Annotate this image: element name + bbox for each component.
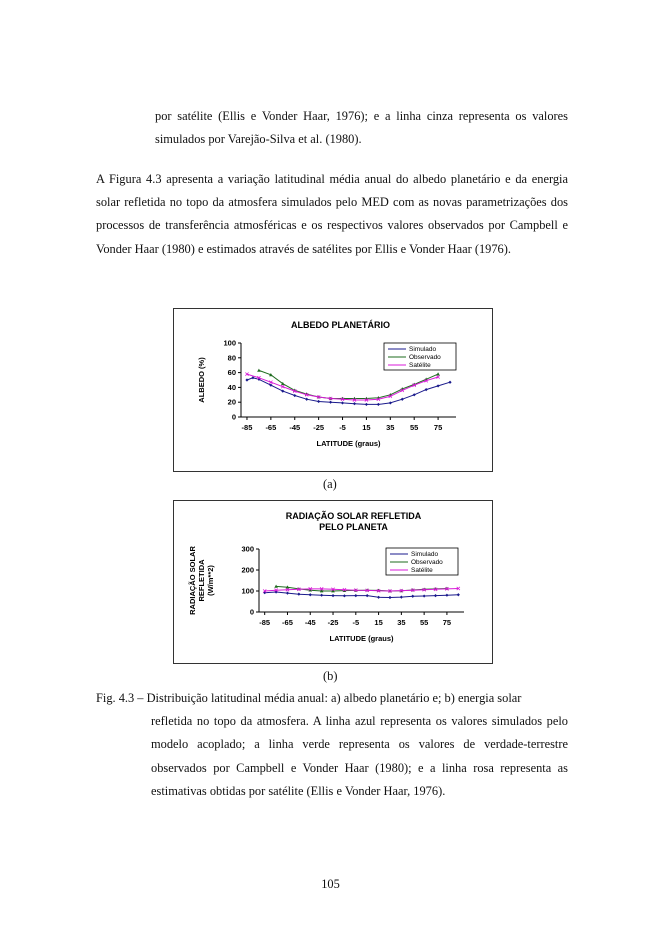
y-tick-label: 100 [223,338,236,348]
data-point [354,594,357,597]
x-tick-label: 35 [397,618,406,627]
x-axis-label: LATITUDE (graus) [316,439,381,448]
y-tick-label: 40 [227,382,236,392]
x-tick-label: -85 [241,423,253,432]
subfigure-label-a: (a) [323,477,337,491]
y-axis-label: REFLETIDA [197,559,206,602]
albedo-chart [173,308,493,472]
legend-label: Observado [409,354,441,362]
data-point [434,594,437,597]
chart-title: ALBEDO PLANETÁRIO [291,320,390,330]
series-line-observado [259,370,438,398]
reflected-radiation-chart-svg [174,501,492,663]
data-point [411,595,414,598]
data-point [365,403,368,406]
page-number: 105 [321,877,340,891]
y-axis-label: RADIAÇÃO SOLAR [188,546,197,615]
data-point [377,403,380,406]
x-tick-label: 15 [362,423,371,432]
data-point [400,595,403,598]
data-point [269,384,272,387]
data-point [401,398,404,401]
y-tick-label: 100 [241,586,254,596]
x-tick-label: 15 [374,618,383,627]
x-tick-label: -65 [282,618,293,627]
x-tick-label: 75 [433,423,443,432]
data-point [297,593,300,596]
data-point [281,390,284,393]
data-point [457,593,460,596]
legend-label: Observado [411,559,443,567]
data-point [377,596,380,599]
data-point [257,369,261,372]
legend-label: Simulado [409,346,437,354]
data-point [341,401,344,404]
data-point [436,384,439,387]
figure-caption [96,687,568,803]
x-tick-label: -45 [289,423,301,432]
data-point [448,381,451,384]
x-tick-label: 35 [386,423,395,432]
figure-caption-rest: refletida no topo da atmosfera. A linha azul representa os valores simulados pelo modelo acoplado; a linha verde representa os valores de verdade-terrestre observados por Campbell e Vonder Haar (1980); e a linha rosa representa as estimativas obtidas por satélite (Ellis e Vonder Haar, 1976). [151,714,568,798]
chart-title: PELO PLANETA [319,522,388,532]
y-tick-label: 60 [227,368,236,378]
data-point [305,398,308,401]
x-tick-label: -25 [327,618,339,627]
data-point [293,394,296,397]
x-tick-label: -25 [313,423,325,432]
y-tick-label: 0 [231,412,236,422]
data-point [329,401,332,404]
legend-label: Satélite [411,567,433,575]
series-line-simulado [265,592,459,598]
data-point [389,401,392,404]
data-point [331,594,334,597]
body-paragraph: A Figura 4.3 apresenta a variação latitudinal média anual do albedo planetário e da energia solar refletida no topo da atmosfera simulados pelo MED com as novas parametrizações dos processos de transferência atmosféricas e os respectivos valores observados por Campbell e Vonder Haar (1980) e estimados através de satélites por Ellis e Vonder Haar (1976). [96,172,568,256]
y-tick-label: 200 [241,565,254,575]
y-tick-label: 20 [227,397,236,407]
data-point [320,594,323,597]
x-tick-label: 75 [442,618,452,627]
data-point [245,378,248,381]
x-tick-label: 55 [410,423,419,432]
chart-title: RADIAÇÃO SOLAR REFLETIDA [285,511,422,521]
albedo-chart-svg [174,309,492,471]
x-axis-label: LATITUDE (graus) [329,634,394,643]
data-point [353,402,356,405]
y-axis-label: (W/m**2) [206,565,215,596]
x-tick-label: -45 [304,618,316,627]
y-tick-label: 0 [249,607,254,617]
data-point [445,594,448,597]
subfigure-label-b: (b) [323,669,338,683]
x-tick-label: -85 [259,618,271,627]
y-axis-label: ALBEDO (%) [197,357,206,403]
data-point [413,393,416,396]
data-point [317,400,320,403]
figure-caption-lead: Fig. 4.3 – Distribuição latitudinal média anual: a) albedo planetário e; b) energia solar [96,691,522,705]
data-point [343,594,346,597]
data-point [388,596,391,599]
legend-label: Simulado [411,551,439,559]
data-point [366,594,369,597]
x-tick-label: -5 [339,423,346,432]
x-tick-label: -65 [265,423,277,432]
data-point [286,592,289,595]
y-tick-label: 80 [227,353,236,363]
intro-text: por satélite (Ellis e Vonder Haar, 1976); e a linha cinza representa os valores simulados por Varejão-Silva et al. (1980). [155,109,568,147]
data-point [425,388,428,391]
x-tick-label: 55 [419,618,429,627]
data-point [423,594,426,597]
data-point [309,593,312,596]
y-tick-label: 300 [241,544,254,554]
data-point [436,372,440,375]
reflected-radiation-chart [173,500,493,664]
x-tick-label: -5 [352,618,360,627]
legend-label: Satélite [409,362,431,370]
